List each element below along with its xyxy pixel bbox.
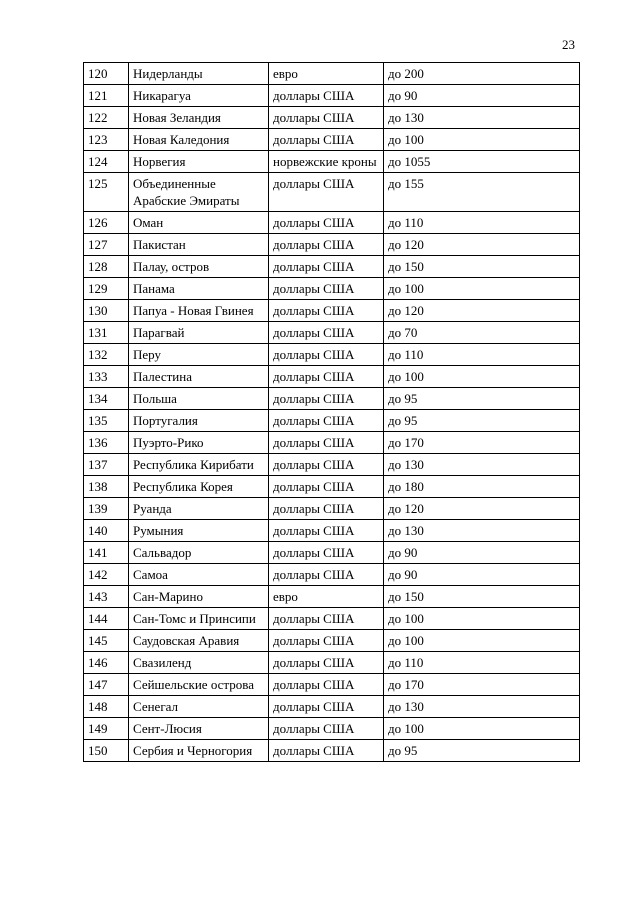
country-cell: Сальвадор (129, 542, 269, 564)
amount-cell: до 150 (384, 256, 580, 278)
allowance-table (83, 62, 580, 762)
row-number: 138 (84, 476, 129, 498)
currency-cell: доллары США (269, 256, 384, 278)
country-cell: Руанда (129, 498, 269, 520)
table-row (84, 476, 580, 498)
amount-cell: до 90 (384, 542, 580, 564)
country-cell: Республика Кирибати (129, 454, 269, 476)
table-row (84, 212, 580, 234)
country-cell: Сейшельские острова (129, 674, 269, 696)
country-cell: Сан-Томс и Принсипи (129, 608, 269, 630)
currency-cell: доллары США (269, 498, 384, 520)
row-number: 126 (84, 212, 129, 234)
currency-cell: доллары США (269, 652, 384, 674)
country-cell: Сент-Люсия (129, 718, 269, 740)
currency-cell: доллары США (269, 454, 384, 476)
currency-cell: доллары США (269, 476, 384, 498)
table-row (84, 107, 580, 129)
table-row (84, 586, 580, 608)
currency-cell: доллары США (269, 740, 384, 762)
country-cell: Нидерланды (129, 63, 269, 85)
table-row (84, 85, 580, 107)
row-number: 146 (84, 652, 129, 674)
currency-cell: доллары США (269, 564, 384, 586)
row-number: 135 (84, 410, 129, 432)
currency-cell: евро (269, 586, 384, 608)
currency-cell: доллары США (269, 410, 384, 432)
country-cell: Панама (129, 278, 269, 300)
country-cell: Польша (129, 388, 269, 410)
amount-cell: до 110 (384, 212, 580, 234)
row-number: 125 (84, 173, 129, 212)
amount-cell: до 120 (384, 300, 580, 322)
currency-cell: доллары США (269, 542, 384, 564)
table-row (84, 630, 580, 652)
currency-cell: доллары США (269, 520, 384, 542)
table-row (84, 542, 580, 564)
row-number: 145 (84, 630, 129, 652)
country-cell: Саудовская Аравия (129, 630, 269, 652)
table-row (84, 498, 580, 520)
row-number: 133 (84, 366, 129, 388)
amount-cell: до 170 (384, 432, 580, 454)
row-number: 124 (84, 151, 129, 173)
row-number: 144 (84, 608, 129, 630)
amount-cell: до 200 (384, 63, 580, 85)
currency-cell: доллары США (269, 608, 384, 630)
country-cell: Парагвай (129, 322, 269, 344)
table-row (84, 740, 580, 762)
amount-cell: до 100 (384, 608, 580, 630)
table-row (84, 278, 580, 300)
currency-cell: доллары США (269, 278, 384, 300)
row-number: 123 (84, 129, 129, 151)
currency-cell: доллары США (269, 344, 384, 366)
row-number: 141 (84, 542, 129, 564)
currency-cell: доллары США (269, 630, 384, 652)
amount-cell: до 130 (384, 520, 580, 542)
country-cell: Свазиленд (129, 652, 269, 674)
amount-cell: до 100 (384, 129, 580, 151)
country-cell: Пуэрто-Рико (129, 432, 269, 454)
country-cell: Объединенные Арабские Эмираты (129, 173, 269, 212)
country-cell: Палау, остров (129, 256, 269, 278)
amount-cell: до 100 (384, 718, 580, 740)
currency-cell: евро (269, 63, 384, 85)
amount-cell: до 100 (384, 278, 580, 300)
table-row (84, 608, 580, 630)
currency-cell: доллары США (269, 432, 384, 454)
country-cell: Норвегия (129, 151, 269, 173)
amount-cell: до 120 (384, 498, 580, 520)
table-row (84, 151, 580, 173)
amount-cell: до 1055 (384, 151, 580, 173)
row-number: 136 (84, 432, 129, 454)
amount-cell: до 130 (384, 696, 580, 718)
table-row (84, 322, 580, 344)
amount-cell: до 180 (384, 476, 580, 498)
country-cell: Пакистан (129, 234, 269, 256)
amount-cell: до 120 (384, 234, 580, 256)
row-number: 150 (84, 740, 129, 762)
row-number: 147 (84, 674, 129, 696)
row-number: 134 (84, 388, 129, 410)
currency-cell: норвежские кроны (269, 151, 384, 173)
row-number: 149 (84, 718, 129, 740)
currency-cell: доллары США (269, 173, 384, 212)
table-row (84, 718, 580, 740)
amount-cell: до 100 (384, 630, 580, 652)
table-row (84, 129, 580, 151)
page-number: 23 (562, 37, 575, 52)
country-cell: Самоа (129, 564, 269, 586)
country-cell: Палестина (129, 366, 269, 388)
amount-cell: до 90 (384, 564, 580, 586)
amount-cell: до 150 (384, 586, 580, 608)
currency-cell: доллары США (269, 212, 384, 234)
table-row (84, 454, 580, 476)
row-number: 128 (84, 256, 129, 278)
country-cell: Перу (129, 344, 269, 366)
country-cell: Сан-Марино (129, 586, 269, 608)
currency-cell: доллары США (269, 674, 384, 696)
amount-cell: до 130 (384, 107, 580, 129)
country-cell: Оман (129, 212, 269, 234)
currency-cell: доллары США (269, 388, 384, 410)
table-row (84, 520, 580, 542)
country-cell: Новая Каледония (129, 129, 269, 151)
table-row (84, 388, 580, 410)
table-row (84, 344, 580, 366)
table-row (84, 432, 580, 454)
country-cell: Сенегал (129, 696, 269, 718)
country-cell: Португалия (129, 410, 269, 432)
row-number: 142 (84, 564, 129, 586)
row-number: 143 (84, 586, 129, 608)
currency-cell: доллары США (269, 300, 384, 322)
currency-cell: доллары США (269, 322, 384, 344)
row-number: 122 (84, 107, 129, 129)
table-row (84, 366, 580, 388)
row-number: 132 (84, 344, 129, 366)
row-number: 139 (84, 498, 129, 520)
row-number: 129 (84, 278, 129, 300)
row-number: 131 (84, 322, 129, 344)
country-cell: Республика Корея (129, 476, 269, 498)
table-row (84, 696, 580, 718)
country-cell: Папуа - Новая Гвинея (129, 300, 269, 322)
table-row (84, 256, 580, 278)
table-row (84, 564, 580, 586)
country-cell: Никарагуа (129, 85, 269, 107)
amount-cell: до 90 (384, 85, 580, 107)
country-cell: Румыния (129, 520, 269, 542)
amount-cell: до 100 (384, 366, 580, 388)
table-row (84, 300, 580, 322)
amount-cell: до 95 (384, 740, 580, 762)
amount-cell: до 95 (384, 410, 580, 432)
amount-cell: до 110 (384, 344, 580, 366)
currency-cell: доллары США (269, 696, 384, 718)
amount-cell: до 95 (384, 388, 580, 410)
amount-cell: до 155 (384, 173, 580, 212)
row-number: 127 (84, 234, 129, 256)
row-number: 148 (84, 696, 129, 718)
currency-cell: доллары США (269, 107, 384, 129)
country-cell: Сербия и Черногория (129, 740, 269, 762)
currency-cell: доллары США (269, 366, 384, 388)
row-number: 130 (84, 300, 129, 322)
table-row (84, 652, 580, 674)
currency-cell: доллары США (269, 129, 384, 151)
currency-cell: доллары США (269, 718, 384, 740)
row-number: 120 (84, 63, 129, 85)
country-cell: Новая Зеландия (129, 107, 269, 129)
amount-cell: до 130 (384, 454, 580, 476)
table-row (84, 234, 580, 256)
table-row (84, 173, 580, 212)
table-body (84, 63, 580, 762)
currency-cell: доллары США (269, 234, 384, 256)
amount-cell: до 70 (384, 322, 580, 344)
row-number: 121 (84, 85, 129, 107)
amount-cell: до 110 (384, 652, 580, 674)
row-number: 140 (84, 520, 129, 542)
table-row (84, 63, 580, 85)
amount-cell: до 170 (384, 674, 580, 696)
table-row (84, 674, 580, 696)
table-row (84, 410, 580, 432)
currency-cell: доллары США (269, 85, 384, 107)
row-number: 137 (84, 454, 129, 476)
